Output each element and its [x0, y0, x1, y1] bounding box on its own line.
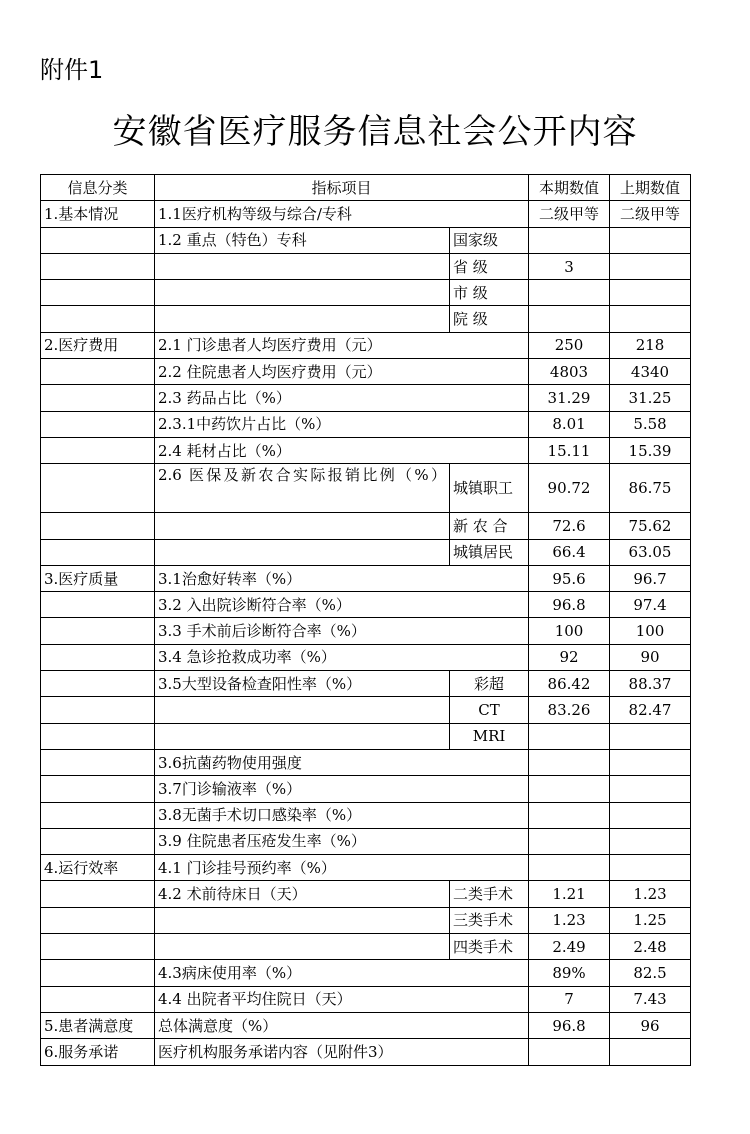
- category-cell: [41, 828, 155, 854]
- table-row: [41, 513, 691, 539]
- item-cell: 2.4 耗材占比（%）: [155, 437, 529, 463]
- current-value-cell: [529, 306, 610, 332]
- table-row: [41, 201, 691, 227]
- previous-value-cell: 88.37: [610, 671, 691, 697]
- category-cell: [41, 253, 155, 279]
- table-row: [41, 227, 691, 253]
- current-value-cell: 250: [529, 332, 610, 358]
- category-cell: [41, 592, 155, 618]
- table-header-row: [41, 175, 691, 201]
- previous-value-cell: 15.39: [610, 437, 691, 463]
- category-cell: [41, 464, 155, 513]
- previous-value-cell: [610, 1039, 691, 1065]
- category-cell: 2.医疗费用: [41, 332, 155, 358]
- table-row: [41, 1039, 691, 1065]
- category-cell: [41, 881, 155, 907]
- current-value-cell: 89%: [529, 960, 610, 986]
- table-row: [41, 802, 691, 828]
- category-cell: [41, 227, 155, 253]
- category-cell: [41, 723, 155, 749]
- table-row: [41, 411, 691, 437]
- category-cell: [41, 776, 155, 802]
- header-category: 信息分类: [41, 175, 155, 201]
- sub-item-cell: 城镇居民: [450, 539, 529, 565]
- previous-value-cell: [610, 776, 691, 802]
- table-row: [41, 907, 691, 933]
- previous-value-cell: 5.58: [610, 411, 691, 437]
- item-cell: 3.8无菌手术切口感染率（%）: [155, 802, 529, 828]
- current-value-cell: 1.23: [529, 907, 610, 933]
- item-cell: 2.1 门诊患者人均医疗费用（元）: [155, 332, 529, 358]
- table-row: [41, 986, 691, 1012]
- previous-value-cell: 63.05: [610, 539, 691, 565]
- item-cell: [155, 723, 450, 749]
- item-cell: 1.2 重点（特色）专科: [155, 227, 450, 253]
- category-cell: 3.医疗质量: [41, 565, 155, 591]
- previous-value-cell: [610, 828, 691, 854]
- table-row: [41, 332, 691, 358]
- category-cell: 4.运行效率: [41, 855, 155, 881]
- current-value-cell: [529, 828, 610, 854]
- table-row: [41, 697, 691, 723]
- previous-value-cell: [610, 802, 691, 828]
- sub-item-cell: 省 级: [450, 253, 529, 279]
- current-value-cell: 83.26: [529, 697, 610, 723]
- current-value-cell: 86.42: [529, 671, 610, 697]
- category-cell: [41, 907, 155, 933]
- previous-value-cell: [610, 280, 691, 306]
- category-cell: [41, 306, 155, 332]
- sub-item-cell: 二类手术: [450, 881, 529, 907]
- table-row: [41, 934, 691, 960]
- current-value-cell: [529, 723, 610, 749]
- previous-value-cell: [610, 227, 691, 253]
- current-value-cell: [529, 227, 610, 253]
- category-cell: 1.基本情况: [41, 201, 155, 227]
- category-cell: [41, 437, 155, 463]
- previous-value-cell: [610, 749, 691, 775]
- item-cell: 3.5大型设备检查阳性率（%）: [155, 671, 450, 697]
- item-cell: 3.6抗菌药物使用强度: [155, 749, 529, 775]
- item-cell: 4.3病床使用率（%）: [155, 960, 529, 986]
- category-cell: [41, 385, 155, 411]
- table-row: [41, 253, 691, 279]
- category-cell: [41, 411, 155, 437]
- table-row: [41, 855, 691, 881]
- current-value-cell: [529, 749, 610, 775]
- table-row: [41, 671, 691, 697]
- item-cell: 医疗机构服务承诺内容（见附件3）: [155, 1039, 529, 1065]
- category-cell: [41, 986, 155, 1012]
- item-cell: 2.3.1中药饮片占比（%）: [155, 411, 529, 437]
- item-cell: [155, 513, 450, 539]
- previous-value-cell: 90: [610, 644, 691, 670]
- table-row: [41, 359, 691, 385]
- item-cell: 3.2 入出院诊断符合率（%）: [155, 592, 529, 618]
- table-row: [41, 592, 691, 618]
- current-value-cell: 8.01: [529, 411, 610, 437]
- previous-value-cell: 4340: [610, 359, 691, 385]
- current-value-cell: 3: [529, 253, 610, 279]
- item-cell: 总体满意度（%）: [155, 1012, 529, 1038]
- table-row: [41, 306, 691, 332]
- item-cell: [155, 280, 450, 306]
- current-value-cell: 15.11: [529, 437, 610, 463]
- table-row: [41, 280, 691, 306]
- category-cell: [41, 697, 155, 723]
- item-cell: 1.1医疗机构等级与综合/专科: [155, 201, 529, 227]
- category-cell: [41, 802, 155, 828]
- category-cell: [41, 359, 155, 385]
- info-table: [40, 174, 691, 1066]
- current-value-cell: 92: [529, 644, 610, 670]
- item-cell: [155, 539, 450, 565]
- current-value-cell: 100: [529, 618, 610, 644]
- item-cell: [155, 253, 450, 279]
- category-cell: [41, 644, 155, 670]
- category-cell: [41, 960, 155, 986]
- sub-item-cell: 院 级: [450, 306, 529, 332]
- current-value-cell: [529, 1039, 610, 1065]
- previous-value-cell: 82.5: [610, 960, 691, 986]
- header-current: 本期数值: [529, 175, 610, 201]
- header-previous: 上期数值: [610, 175, 691, 201]
- item-cell: 4.2 术前待床日（天）: [155, 881, 450, 907]
- previous-value-cell: 2.48: [610, 934, 691, 960]
- current-value-cell: 72.6: [529, 513, 610, 539]
- previous-value-cell: 100: [610, 618, 691, 644]
- current-value-cell: [529, 280, 610, 306]
- current-value-cell: 4803: [529, 359, 610, 385]
- item-cell: 4.1 门诊挂号预约率（%）: [155, 855, 529, 881]
- previous-value-cell: 86.75: [610, 464, 691, 513]
- table-row: [41, 723, 691, 749]
- current-value-cell: [529, 776, 610, 802]
- category-cell: [41, 671, 155, 697]
- table-row: [41, 385, 691, 411]
- table-row: [41, 881, 691, 907]
- previous-value-cell: 218: [610, 332, 691, 358]
- current-value-cell: 90.72: [529, 464, 610, 513]
- item-cell: 3.9 住院患者压疮发生率（%）: [155, 828, 529, 854]
- current-value-cell: 1.21: [529, 881, 610, 907]
- table-row: [41, 618, 691, 644]
- item-cell: 2.2 住院患者人均医疗费用（元）: [155, 359, 529, 385]
- sub-item-cell: 城镇职工: [450, 464, 529, 513]
- item-cell: 3.4 急诊抢救成功率（%）: [155, 644, 529, 670]
- sub-item-cell: 新 农 合: [450, 513, 529, 539]
- item-cell: [155, 697, 450, 723]
- current-value-cell: 31.29: [529, 385, 610, 411]
- item-cell: 4.4 出院者平均住院日（天）: [155, 986, 529, 1012]
- item-cell: 3.1治愈好转率（%）: [155, 565, 529, 591]
- previous-value-cell: [610, 253, 691, 279]
- category-cell: [41, 513, 155, 539]
- previous-value-cell: 二级甲等: [610, 201, 691, 227]
- current-value-cell: 二级甲等: [529, 201, 610, 227]
- table-row: [41, 437, 691, 463]
- info-table-body: [41, 175, 691, 1066]
- current-value-cell: 96.8: [529, 592, 610, 618]
- sub-item-cell: 彩超: [450, 671, 529, 697]
- sub-item-cell: CT: [450, 697, 529, 723]
- previous-value-cell: 31.25: [610, 385, 691, 411]
- attachment-label: 附件1: [40, 56, 104, 84]
- item-cell: 2.3 药品占比（%）: [155, 385, 529, 411]
- category-cell: 6.服务承诺: [41, 1039, 155, 1065]
- category-cell: [41, 539, 155, 565]
- table-row: [41, 828, 691, 854]
- current-value-cell: 95.6: [529, 565, 610, 591]
- previous-value-cell: 96.7: [610, 565, 691, 591]
- item-cell: 3.7门诊输液率（%）: [155, 776, 529, 802]
- previous-value-cell: 82.47: [610, 697, 691, 723]
- table-row: [41, 565, 691, 591]
- current-value-cell: 2.49: [529, 934, 610, 960]
- previous-value-cell: 97.4: [610, 592, 691, 618]
- previous-value-cell: 1.23: [610, 881, 691, 907]
- current-value-cell: [529, 855, 610, 881]
- header-item: 指标项目: [155, 175, 529, 201]
- table-row: [41, 1012, 691, 1038]
- item-cell: [155, 934, 450, 960]
- table-row: [41, 749, 691, 775]
- category-cell: [41, 280, 155, 306]
- previous-value-cell: 7.43: [610, 986, 691, 1012]
- current-value-cell: [529, 802, 610, 828]
- category-cell: [41, 618, 155, 644]
- sub-item-cell: 市 级: [450, 280, 529, 306]
- table-row: [41, 644, 691, 670]
- category-cell: 5.患者满意度: [41, 1012, 155, 1038]
- previous-value-cell: [610, 306, 691, 332]
- previous-value-cell: 75.62: [610, 513, 691, 539]
- previous-value-cell: 96: [610, 1012, 691, 1038]
- item-cell: 2.6 医保及新农合实际报销比例（%）: [155, 464, 450, 513]
- category-cell: [41, 934, 155, 960]
- item-cell: 3.3 手术前后诊断符合率（%）: [155, 618, 529, 644]
- table-row: [41, 776, 691, 802]
- table-row: [41, 539, 691, 565]
- previous-value-cell: [610, 855, 691, 881]
- current-value-cell: 96.8: [529, 1012, 610, 1038]
- item-cell: [155, 907, 450, 933]
- item-cell: [155, 306, 450, 332]
- current-value-cell: 7: [529, 986, 610, 1012]
- previous-value-cell: [610, 723, 691, 749]
- page-title: 安徽省医疗服务信息社会公开内容: [112, 112, 638, 152]
- table-row: [41, 960, 691, 986]
- previous-value-cell: 1.25: [610, 907, 691, 933]
- category-cell: [41, 749, 155, 775]
- sub-item-cell: 国家级: [450, 227, 529, 253]
- sub-item-cell: MRI: [450, 723, 529, 749]
- table-row: [41, 464, 691, 513]
- current-value-cell: 66.4: [529, 539, 610, 565]
- sub-item-cell: 三类手术: [450, 907, 529, 933]
- sub-item-cell: 四类手术: [450, 934, 529, 960]
